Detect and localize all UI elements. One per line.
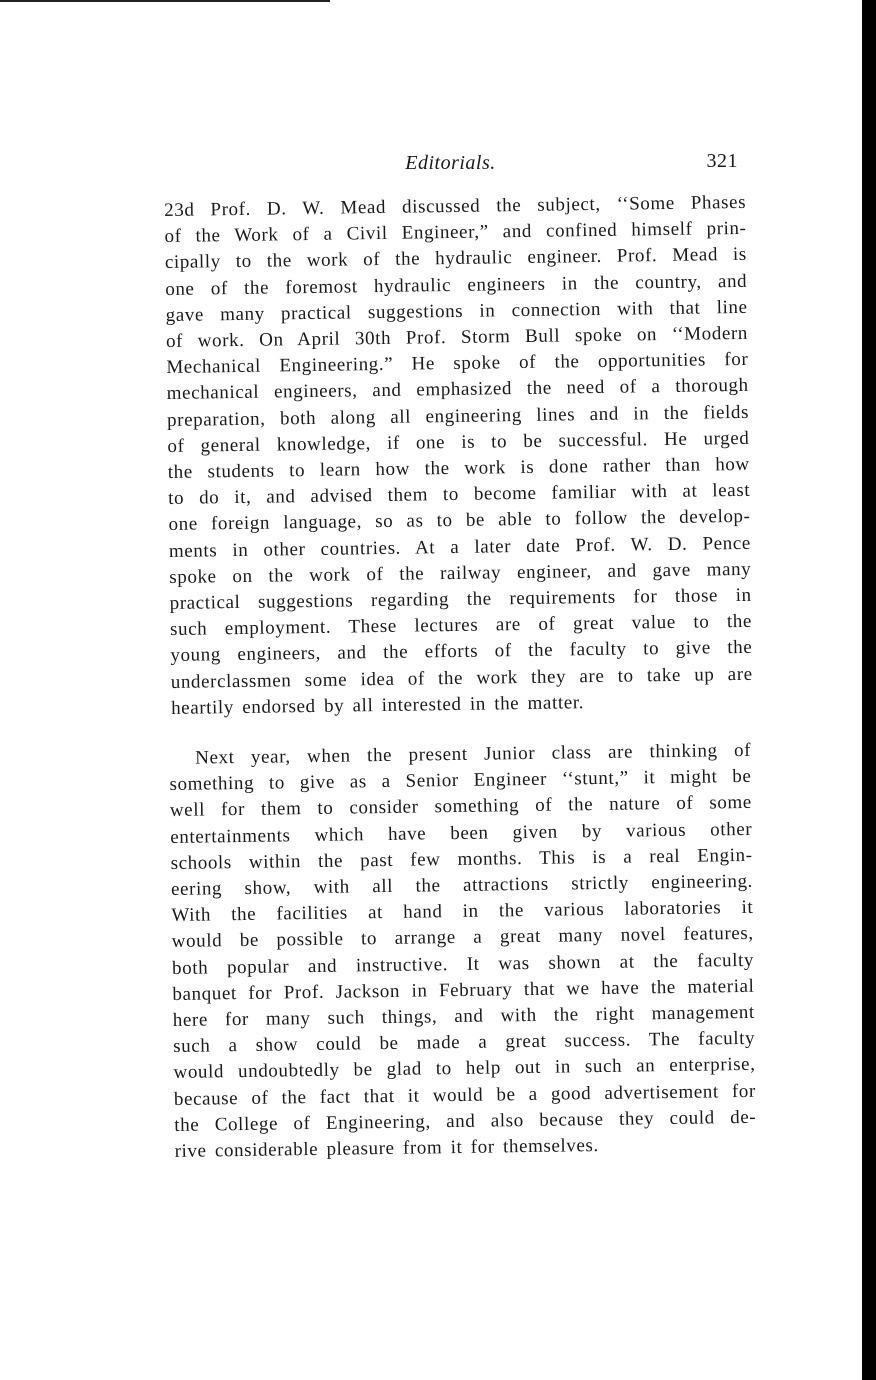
paragraph-1 xyxy=(164,190,753,722)
text-line: of general knowledge, if one is to be successful. He urged xyxy=(167,427,750,457)
text-line: the students to learn how the work is done rather than how xyxy=(167,453,750,484)
running-title: Editorials. xyxy=(405,152,496,174)
page-number: 321 xyxy=(706,150,738,172)
text-line: the College of Engineering, and also because they could de- xyxy=(174,1106,757,1136)
text-line: would undoubtedly be glad to help out in such an enterprise, xyxy=(173,1054,756,1084)
text-line: underclassmen some idea of the work they are to take up are xyxy=(170,663,753,693)
text-line: both popular and instructive. It was shown at the faculty xyxy=(171,949,755,979)
text-line: such a show could be made a great success. The faculty xyxy=(173,1028,756,1058)
text-line: one foreign language, so as to be able to follow the develop- xyxy=(168,506,751,536)
text-line: would be possible to arrange a great many novel features, xyxy=(171,923,754,953)
text-line: mechanical engineers, and emphasized the need of a thorough xyxy=(166,375,749,405)
text-line: preparation, both along all engineering lines and in the fields xyxy=(166,401,750,431)
text-line: entertainments which have been given by various other xyxy=(170,818,753,848)
text-line: ments in other countries. At a later date Prof. W. D. Pence xyxy=(168,532,752,562)
text-line: to do it, and advised them to become familiar with at least xyxy=(168,480,751,510)
text-line: eering show, with all the attractions strictly engineering. xyxy=(170,870,754,901)
text-line: With the facilities at hand in the various laboratories it xyxy=(171,897,754,927)
running-head xyxy=(163,152,738,182)
text-line: gave many practical suggestions in connection with that line xyxy=(165,296,748,326)
text-line: young engineers, and the efforts of the faculty to give the xyxy=(170,637,753,667)
text-line: one of the foremost hydraulic engineers in the country, and xyxy=(165,270,748,300)
text-line: because of the fact that it would be a good advertisement for xyxy=(173,1080,757,1110)
text-line: cipally to the work of the hydraulic engineer. Prof. Mead is xyxy=(164,244,747,274)
text-line: here for many such things, and with the right management xyxy=(172,1001,755,1032)
text-line: Mechanical Engineering.” He spoke of the opportunities for xyxy=(166,349,749,379)
text-line: rive considerable pleasure from it for themselves. xyxy=(174,1135,599,1163)
text-line: something to give as a Senior Engineer ‘‘stunt,” it might be xyxy=(169,766,752,796)
paragraph-2 xyxy=(169,738,757,1165)
text-line: of the Work of a Civil Engineer,” and confined himself prin- xyxy=(164,218,747,248)
text-line: 23d Prof. D. W. Mead discussed the subject, ‘‘Some Phases xyxy=(164,191,747,221)
text-line: such employment. These lectures are of great value to the xyxy=(169,611,753,641)
text-line: schools within the past few months. This is a real Engin- xyxy=(170,844,753,874)
text-line: heartily endorsed by all interested in the matter. xyxy=(170,692,585,719)
text-line: of work. On April 30th Prof. Storm Bull spoke on ‘‘Modern xyxy=(165,322,749,353)
text-line: practical suggestions regarding the requirements for those in xyxy=(169,584,752,615)
text-line: Next year, when the present Junior class are thinking of xyxy=(195,739,752,769)
text-line: spoke on the work of the railway engineer, and gave many xyxy=(169,558,752,588)
text-line: banquet for Prof. Jackson in February that we have the material xyxy=(172,975,755,1005)
text-line: well for them to consider something of the nature of some xyxy=(169,792,752,822)
